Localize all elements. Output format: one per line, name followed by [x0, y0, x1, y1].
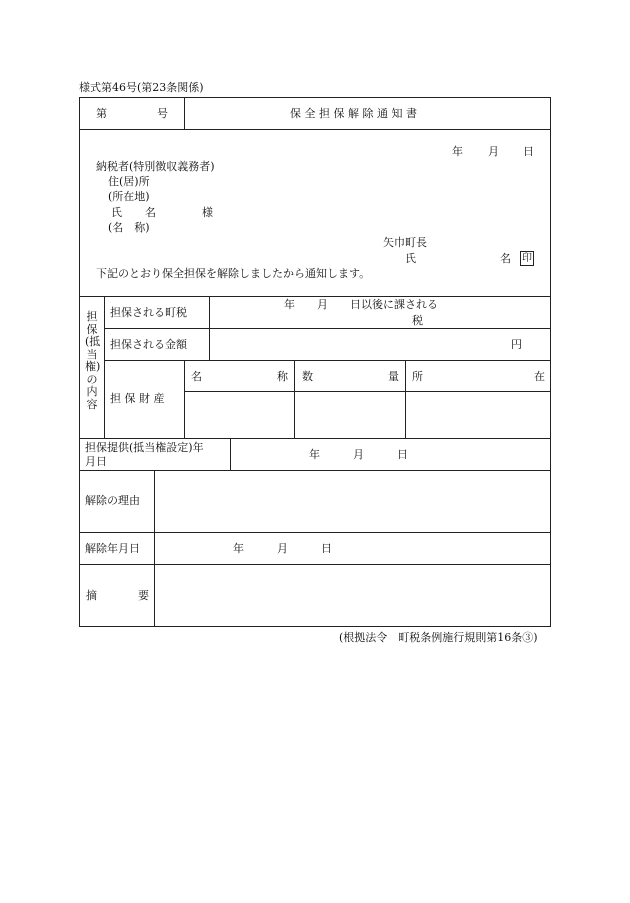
issuer-name-shi: 氏	[405, 252, 416, 265]
secured-tax-suffix: 税	[412, 314, 423, 327]
issue-date-month: 月	[488, 145, 499, 158]
legal-basis-note: (根拠法令 町税条例施行規則第16条③)	[339, 631, 538, 644]
release-reason-label: 解除の理由	[85, 494, 140, 507]
rule-amount	[104, 360, 551, 361]
corp-name-label: (名 称)	[108, 221, 150, 234]
issuer-title: 矢巾町長	[383, 236, 427, 249]
col-header-qty-b: 量	[388, 370, 399, 383]
issue-date-day: 日	[523, 145, 534, 158]
rule-header	[79, 129, 551, 130]
provide-date-value: 年 月 日	[309, 448, 408, 461]
location-label: (所在地)	[108, 190, 150, 203]
number-dai: 第	[96, 107, 107, 120]
summary-label-b: 要	[138, 589, 149, 602]
release-date-label: 解除年月日	[85, 542, 140, 555]
secured-tax-value: 年 月 日以後に課される	[284, 298, 438, 311]
addressee-name-shi: 氏	[111, 206, 122, 219]
rule-tax	[104, 328, 551, 329]
col-header-name-a: 名	[191, 370, 202, 383]
rule-reason	[79, 532, 551, 533]
seal-mark: 印	[522, 253, 532, 264]
col-section-label	[104, 296, 105, 438]
col-property-name	[294, 360, 295, 438]
notice-text: 下記のとおり保全担保を解除しましたから通知します。	[96, 267, 371, 280]
col-header-name-b: 称	[277, 370, 288, 383]
col-property-qty	[405, 360, 406, 438]
rule-release-date	[79, 564, 551, 565]
collateral-property-label: 担 保 財 産	[110, 392, 165, 405]
addressee-sama: 様	[202, 206, 213, 219]
address-label: 住(居)所	[108, 175, 150, 188]
col-header-loc-a: 所	[412, 370, 423, 383]
provide-date-label-line2: 月日	[85, 455, 107, 468]
collateral-section-label: 担保(抵当権)の内容	[85, 310, 101, 411]
release-date-value: 年 月 日	[233, 542, 332, 555]
col-header-qty-a: 数	[302, 370, 313, 383]
rule-property-header	[184, 391, 551, 392]
col-lower-labels	[154, 470, 155, 627]
col-property-label	[184, 360, 185, 438]
amount-unit-yen: 円	[511, 338, 522, 351]
summary-label-a: 摘	[86, 589, 97, 602]
issuer-name-mei: 名	[500, 252, 511, 265]
secured-tax-label: 担保される町税	[110, 306, 187, 319]
secured-amount-label: 担保される金額	[110, 338, 187, 351]
issue-date-year: 年	[452, 145, 463, 158]
col-row-label	[209, 296, 210, 360]
addressee-name-mei: 名	[145, 206, 156, 219]
rule-provide	[79, 470, 551, 471]
col-provide	[230, 438, 231, 470]
document-title: 保 全 担 保 解 除 通 知 書	[290, 107, 417, 120]
rule-address-block	[79, 296, 551, 297]
form-number-label: 様式第46号(第23条関係)	[79, 81, 204, 94]
number-gou: 号	[157, 107, 168, 120]
col-header-loc-b: 在	[534, 370, 545, 383]
rule-section	[79, 438, 551, 439]
col-number	[184, 97, 185, 129]
provide-date-label-line1: 担保提供(抵当権設定)年	[85, 441, 204, 454]
taxpayer-label: 納税者(特別徴収義務者)	[96, 160, 215, 173]
